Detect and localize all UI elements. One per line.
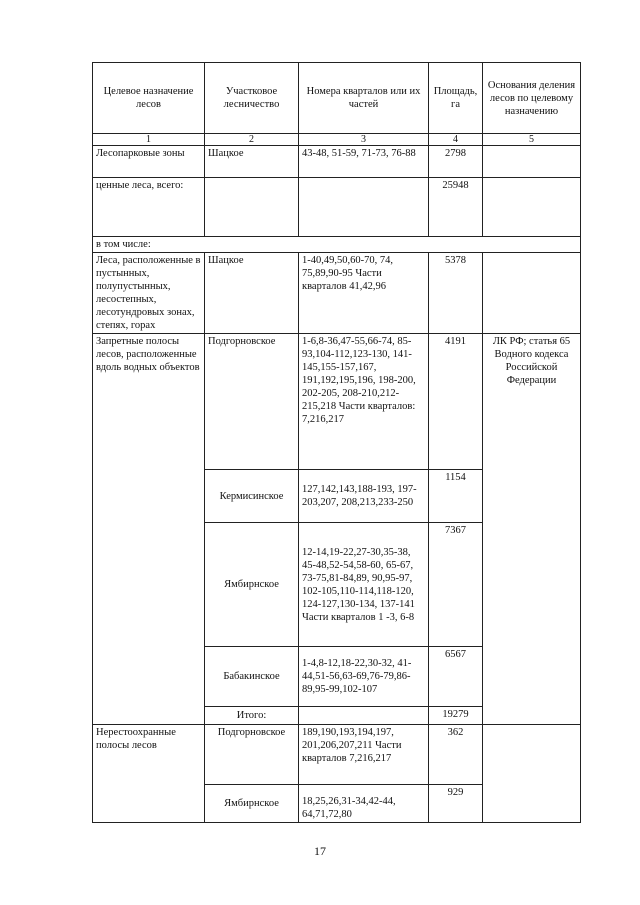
quarters-cell: 1-6,8-36,47-55,66-74, 85-93,104-112,123-130, 141-145,155-157,167, 191,192,195,196, 198-200, 202-205, 208-210,212-215,218 Части кварталов: 7,216,217 — [299, 334, 429, 470]
quarters-cell: 1-4,8-12,18-22,30-32, 41-44,51-56,63-69,76-79,86-89,95-99,102-107 — [299, 647, 429, 707]
header-basis: Основания деления лесов по целевому назначению — [483, 63, 581, 134]
table-row — [93, 237, 581, 253]
header-purpose: Целевое назначение лесов — [93, 63, 205, 134]
area-total-cell: 19279 — [429, 707, 483, 725]
purpose-cell: Лесопарковые зоны — [93, 146, 205, 178]
purpose-cell: Леса, расположенные в пустынных, полупустынных, лесостепных, лесотундровых зонах, степях, горах — [93, 253, 205, 334]
page-number: 17 — [314, 844, 326, 858]
district-cell: Подгорновское — [205, 725, 299, 785]
area-cell: 6567 — [429, 647, 483, 707]
district-cell: Ямбирнское — [205, 785, 299, 823]
column-number: 4 — [429, 134, 483, 146]
district-cell: Бабакинское — [205, 647, 299, 707]
basis-cell: ЛК РФ; статья 65 Водного кодекса Российской Федерации — [483, 334, 581, 725]
table-row — [93, 178, 581, 237]
district-cell: Подгорновское — [205, 334, 299, 470]
area-cell: 2798 — [429, 146, 483, 178]
quarters-cell: 189,190,193,194,197, 201,206,207,211 Части кварталов 7,216,217 — [299, 725, 429, 785]
basis-cell — [483, 146, 581, 178]
table-row — [93, 725, 581, 785]
district-cell: Кермисинское — [205, 470, 299, 523]
quarters-cell: 127,142,143,188-193, 197-203,207, 208,213,233-250 — [299, 470, 429, 523]
purpose-cell: Нерестоохранные полосы лесов — [93, 725, 205, 823]
quarters-cell: 18,25,26,31-34,42-44, 64,71,72,80 — [299, 785, 429, 823]
basis-cell — [483, 725, 581, 823]
column-number-row — [93, 134, 581, 146]
district-cell: Ямбирнское — [205, 523, 299, 647]
column-number: 2 — [205, 134, 299, 146]
quarters-cell: 1-40,49,50,60-70, 74, 75,89,90-95 Части кварталов 41,42,96 — [299, 253, 429, 334]
district-cell — [205, 178, 299, 237]
header-row — [93, 63, 581, 134]
table-row — [93, 334, 581, 470]
district-cell: Шацкое — [205, 253, 299, 334]
total-label-cell: Итого: — [205, 707, 299, 725]
area-cell: 362 — [429, 725, 483, 785]
column-number: 3 — [299, 134, 429, 146]
district-cell: Шацкое — [205, 146, 299, 178]
header-area: Площадь, га — [429, 63, 483, 134]
column-number: 1 — [93, 134, 205, 146]
quarters-cell — [299, 178, 429, 237]
basis-cell — [483, 253, 581, 334]
area-cell: 1154 — [429, 470, 483, 523]
table-row — [93, 253, 581, 334]
header-district: Участковое лесничество — [205, 63, 299, 134]
area-cell: 4191 — [429, 334, 483, 470]
quarters-cell: 43-48, 51-59, 71-73, 76-88 — [299, 146, 429, 178]
area-cell: 929 — [429, 785, 483, 823]
column-number: 5 — [483, 134, 581, 146]
purpose-cell: ценные леса, всего: — [93, 178, 205, 237]
header-quarters: Номера кварталов или их частей — [299, 63, 429, 134]
forest-purpose-table — [92, 62, 581, 823]
basis-cell — [483, 178, 581, 237]
area-cell: 25948 — [429, 178, 483, 237]
table-row — [93, 146, 581, 178]
area-cell: 5378 — [429, 253, 483, 334]
quarters-cell: 12-14,19-22,27-30,35-38, 45-48,52-54,58-60, 65-67, 73-75,81-84,89, 90,95-97, 102-105,110-114,118-120, 124-127,130-134, 137-141 Части кварталов 1 -3, 6-8 — [299, 523, 429, 647]
subheading-cell: в том числе: — [93, 237, 581, 253]
purpose-cell: Запретные полосы лесов, расположенные вдоль водных объектов — [93, 334, 205, 725]
area-cell: 7367 — [429, 523, 483, 647]
quarters-cell — [299, 707, 429, 725]
